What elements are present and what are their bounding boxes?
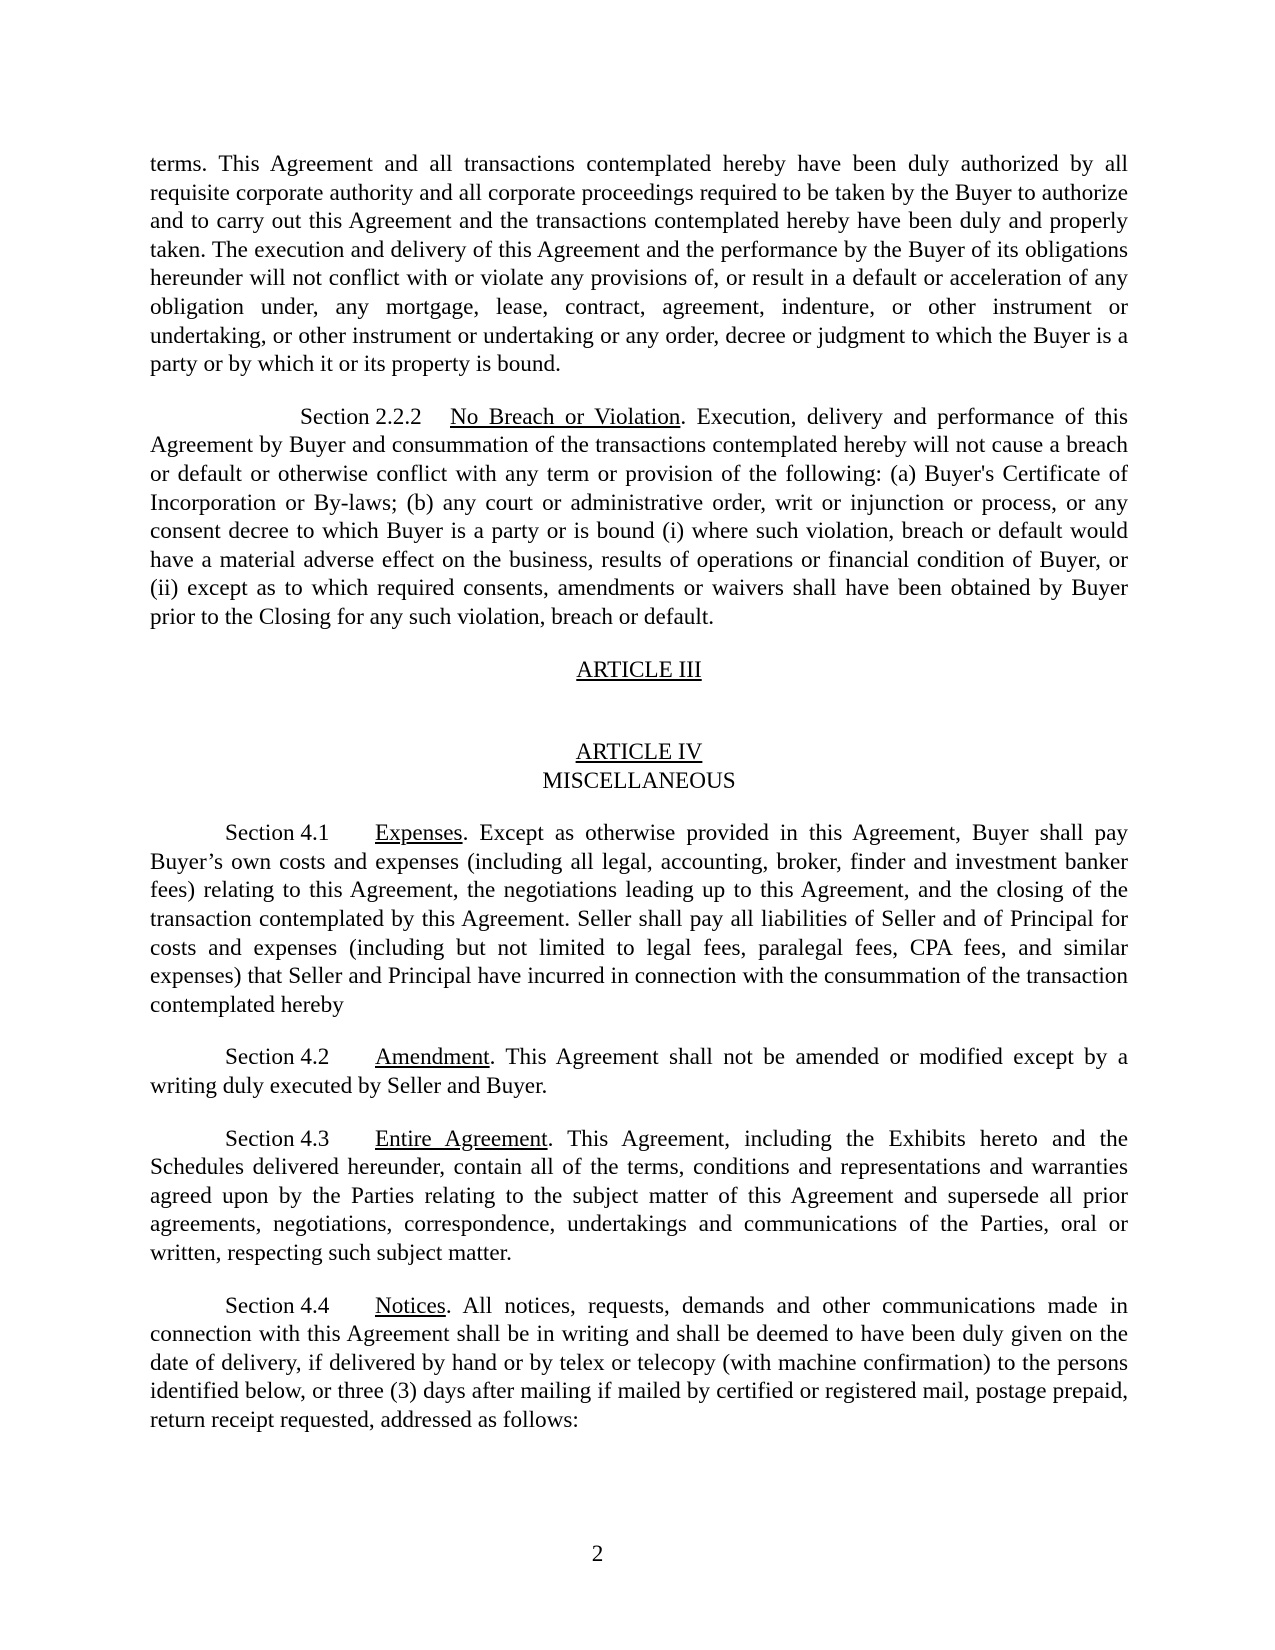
section-number: Section 4.2 — [225, 1044, 330, 1071]
article-4-title — [150, 738, 1128, 767]
section-number: Section 2.2.2 — [300, 403, 422, 430]
section-body: Except as otherwise provided in this Agreement, Buyer shall pay Buyer’s own costs and expenses (including all legal, accounting, broker, finder and investment banker fees) relating to this Agreement, the negotiations leading up to this Agreement, and the closing of the transaction contemplated by this Agreement. Seller shall pay all liabilities of Seller and of Principal for costs and expenses (including but not limited to legal fees, paralegal fees, CPA fees, and similar expenses) that Seller and Principal have incurred in connection with the consummation of the transaction contemplated hereby — [150, 820, 1128, 1018]
section-2-2-2: Section 2.2.2 No Breach or Violation. Execution, delivery and performance of this Agreement by Buyer and consummation of the transactions contemplated hereby will not cause a breach or default or otherwise conflict with any term or provision of the following: (a) Buyer's Certificate of Incorporation or By-laws; (b) any court or administrative order, writ or injunction or process, or any consent decree to which Buyer is a party or is bound (i) where such violation, breach or default would have a material adverse effect on the business, results of operations or financial condition of Buyer, or (ii) except as to which required consents, amendments or waivers shall have been obtained by Buyer prior to the Closing for any such violation, breach or default. — [150, 403, 1128, 630]
section-body: This Agreement, including the Exhibits hereto and the Schedules delivered hereunder, contain all of the terms, conditions and representations and warranties agreed upon by the Parties relating to the subject matter of this Agreement and supersede all prior agreements, negotiations, correspondence, undertakings and communications of the Parties, oral or written, respecting such subject matter. — [150, 1125, 1129, 1266]
spacer — [150, 1101, 1128, 1125]
section-number: Section 4.4 — [225, 1292, 330, 1319]
section-4-2: Section 4.2 Amendment. This Agreement shall not be amended or modified except by a writing duly executed by Seller and Buyer. — [150, 1044, 1128, 1100]
section-heading: Entire Agreement — [375, 1125, 548, 1152]
article-4-subtitle: MISCELLANEOUS — [542, 767, 736, 794]
section-4-1: Section 4.1 Expenses. Except as otherwise provided in this Agreement, Buyer shall pay Buyer’s own costs and expenses (including all legal, accounting, broker, finder and investment banker fees) relating to this Agreement, the negotiations leading up to this Agreement, and the closing of the transaction contemplated by this Agreement. Seller shall pay all liabilities of Seller and of Principal for costs and expenses (including but not limited to legal fees, paralegal fees, CPA fees, and similar expenses) that Seller and Principal have incurred in connection with the consummation of the transaction contemplated hereby — [150, 820, 1128, 1018]
document-page — [150, 150, 1128, 1435]
section-number: Section 4.1 — [225, 820, 330, 847]
article-3-title-text: ARTICLE III — [576, 656, 702, 683]
section-number: Section 4.3 — [225, 1125, 330, 1152]
spacer — [150, 684, 1128, 738]
section-heading: Amendment — [375, 1044, 490, 1071]
section-heading: No Breach or Violation — [450, 403, 681, 430]
section-body: This Agreement shall not be amended or modified except by a writing duly executed by Seller and Buyer. — [150, 1044, 1128, 1100]
page-number: 2 — [591, 1541, 604, 1567]
spacer — [150, 379, 1128, 403]
section-body: Execution, delivery and performance of this Agreement by Buyer and consummation of the transactions contemplated hereby will not cause a breach or default or otherwise conflict with any term or provision of the following: (a) Buyer's Certificate of Incorporation or By-laws; (b) any court or administrative order, writ or injunction or process, or any consent decree to which Buyer is a party or is bound (i) where such violation, breach or default would have a material adverse effect on the business, results of operations or financial condition of Buyer, or (ii) except as to which required consents, amendments or waivers shall have been obtained by Buyer prior to the Closing for any such violation, breach or default. — [150, 403, 1128, 630]
section-body: All notices, requests, demands and other communications made in connection with this Agreement shall be in writing and shall be deemed to have been duly given on the date of delivery, if delivered by hand or by telex or telecopy (with machine confirmation) to the persons identified below, or three (3) days after mailing if mailed by certified or registered mail, postage prepaid, return receipt requested, addressed as follows: — [150, 1292, 1128, 1433]
paragraph-continued: terms. This Agreement and all transactions contemplated hereby have been duly authorized by all requisite corporate authority and all corporate proceedings required to be taken by the Buyer to authorize and to carry out this Agreement and the transactions contemplated hereby have been duly and properly taken. The execution and delivery of this Agreement and the performance by the Buyer of its obligations hereunder will not conflict with or violate any provisions of, or result in a default or acceleration of any obligation under, any mortgage, lease, contract, agreement, indenture, or other instrument or undertaking, or other instrument or undertaking or any order, decree or judgment to which the Buyer is a party or by which it or its property is bound. — [150, 151, 1128, 378]
spacer — [150, 1019, 1128, 1043]
spacer — [150, 1268, 1128, 1292]
spacer — [150, 795, 1128, 819]
section-heading: Expenses — [375, 820, 463, 847]
spacer — [150, 632, 1128, 656]
section-4-4: Section 4.4 Notices. All notices, requests, demands and other communications made in connection with this Agreement shall be in writing and shall be deemed to have been duly given on the date of delivery, if delivered by hand or by telex or telecopy (with machine confirmation) to the persons identified below, or three (3) days after mailing if mailed by certified or registered mail, postage prepaid, return receipt requested, addressed as follows: — [150, 1292, 1128, 1433]
article-3-title — [150, 656, 1128, 685]
section-4-3: Section 4.3 Entire Agreement. This Agreement, including the Exhibits hereto and the Schedules delivered hereunder, contain all of the terms, conditions and representations and warranties agreed upon by the Parties relating to the subject matter of this Agreement and supersede all prior agreements, negotiations, correspondence, undertakings and communications of the Parties, oral or written, respecting such subject matter. — [150, 1125, 1129, 1266]
section-heading: Notices — [375, 1292, 446, 1319]
article-4-title-text: ARTICLE IV — [575, 739, 703, 766]
